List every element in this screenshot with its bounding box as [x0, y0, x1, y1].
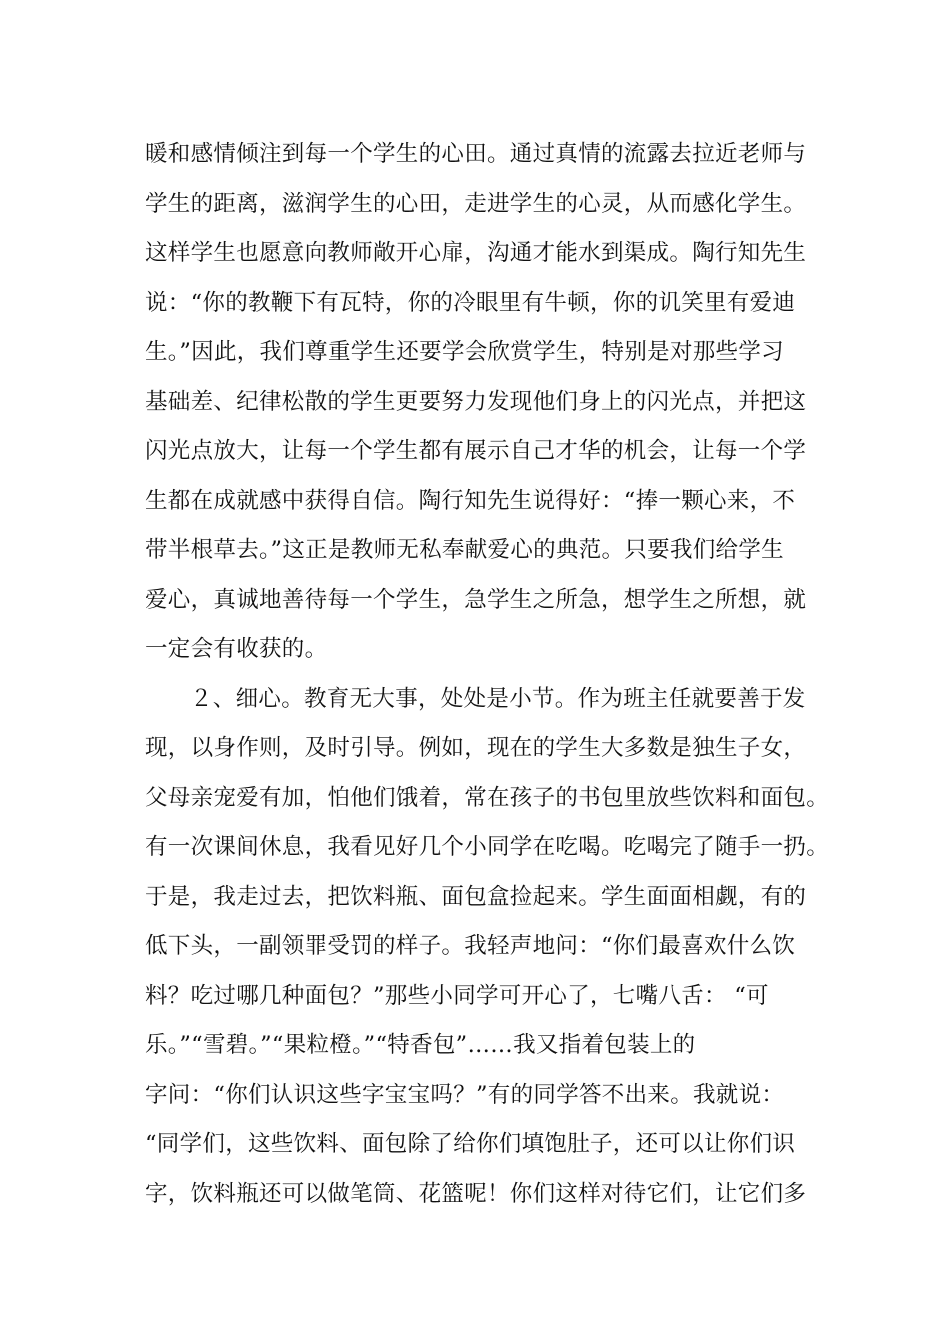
text-line: 字问：“你们认识这些字宝宝吗？”有的同学答不出来。我就说： — [145, 1081, 785, 1108]
paragraph-start-line: ２、细心。教育无大事，处处是小节。作为班主任就要善于发 — [190, 685, 806, 712]
text-line: 生。”因此，我们尊重学生还要学会欣赏学生，特别是对那些学习 — [145, 339, 784, 365]
text-line: 现，以身作则，及时引导。例如，现在的学生大多数是独生子女， — [145, 735, 807, 761]
text-line: “同学们，这些饮料、面包除了给你们填饱肚子，还可以让你们识 — [145, 1131, 796, 1157]
text-line: 一定会有收获的。 — [145, 636, 328, 662]
text-line: 于是，我走过去，把饮料瓶、面包盒捡起来。学生面面相觑，有的 — [145, 883, 807, 910]
text-line: 基础差、纪律松散的学生更要努力发现他们身上的闪光点，并把这 — [145, 388, 807, 415]
text-line: 有一次课间休息，我看见好几个小同学在吃喝。吃喝完了随手一扔。 — [145, 834, 830, 860]
text-line: 学生的距离，滋润学生的心田，走进学生的心灵，从而感化学生。 — [145, 190, 807, 217]
text-line: 字，饮料瓶还可以做笔筒、花篮呢！你们这样对待它们，让它们多 — [145, 1180, 807, 1207]
text-line: 带半根草去。”这正是教师无私奉献爱心的典范。只要我们给学生 — [145, 537, 784, 563]
text-line: 爱心，真诚地善待每一个学生，急学生之所急，想学生之所想，就 — [145, 586, 807, 613]
text-line: 料？吃过哪几种面包？”那些小同学可开心了，七嘴八舌： “可 — [145, 982, 769, 1009]
text-line: 说：“你的教鞭下有瓦特，你的冷眼里有牛顿，你的讥笑里有爱迪 — [145, 289, 796, 316]
text-line: 这样学生也愿意向教师敞开心扉，沟通才能水到渠成。陶行知先生 — [145, 240, 807, 266]
text-line: 生都在成就感中获得自信。陶行知先生说得好：“捧一颗心来，不 — [145, 487, 796, 514]
text-line: 乐。”“雪碧。”“果粒橙。”“特香包”……我又指着包装上的 — [145, 1032, 696, 1058]
text-line: 闪光点放大，让每一个学生都有展示自己才华的机会，让每一个学 — [145, 438, 807, 464]
text-line: 低下头，一副领罪受罚的样子。我轻声地问：“你们最喜欢什么饮 — [145, 933, 796, 959]
body-text — [145, 130, 830, 1219]
text-line: 父母亲宠爱有加，怕他们饿着，常在孩子的书包里放些饮料和面包。 — [145, 784, 830, 811]
text-line: 暖和感情倾注到每一个学生的心田。通过真情的流露去拉近老师与 — [145, 141, 807, 167]
